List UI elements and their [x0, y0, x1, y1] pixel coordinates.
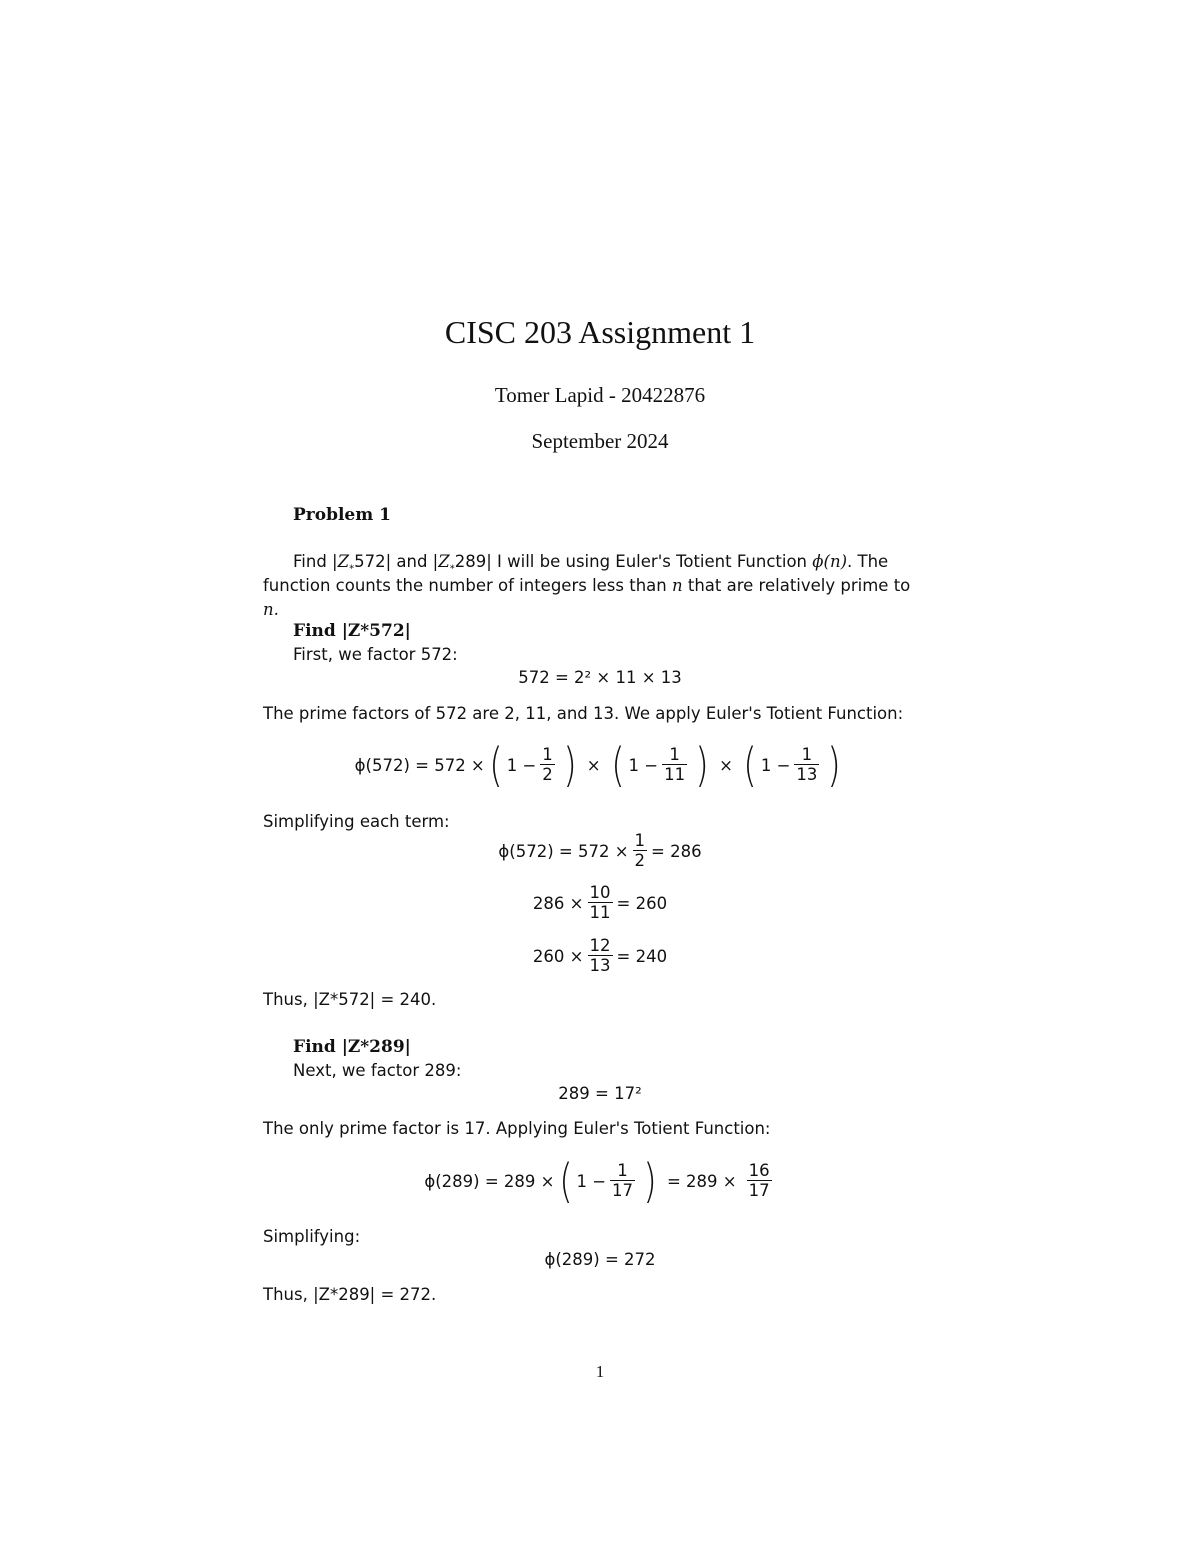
part-a-phi-expansion: ϕ(572) = 572 × ( 1 − $\frac{1}{2}$ ) × ( 1 − $\frac{1}{11}$ ) × ( 1 − $\frac{1}{13}$ ) [354, 738, 842, 792]
date-line: September 2024 [531, 429, 669, 453]
part-a-step-3: 260 × $\frac{12}{13}$ = 240 [532, 936, 668, 975]
problem-heading: Problem 1 [293, 505, 391, 525]
document-title: CISC 203 Assignment 1 [444, 314, 756, 350]
part-a-conclusion: Thus, |Z*572| = 240. [263, 990, 437, 1009]
part-a-factor-text: First, we factor 572: [293, 645, 458, 664]
part-b-phi-expansion: ϕ(289) = 289 × ( 1 − $\frac{1}{17}$ ) = 289 × $\frac{16}{17}$ [424, 1154, 770, 1208]
page-number: 1 [595, 1362, 605, 1381]
part-a-step-2: 286 × $\frac{10}{11}$ = 260 [532, 883, 668, 922]
part-a-heading: Find |Z*572| [293, 621, 411, 641]
part-b-conclusion: Thus, |Z*289| = 272. [263, 1285, 437, 1304]
part-b-primes-text: The only prime factor is 17. Applying Euler's Totient Function: [263, 1119, 771, 1138]
part-b-simplify-text: Simplifying: [263, 1227, 361, 1246]
part-a-simplify-text: Simplifying each term: [263, 812, 450, 831]
intro-line-1: Find $|Z_*572|$ and $|Z_*289|$ I will be using Euler's Totient Function ϕ(n). The [293, 552, 889, 575]
part-a-primes-text: The prime factors of 572 are 2, 11, and 13. We apply Euler's Totient Function: [263, 704, 904, 723]
intro-line-3: n. [263, 600, 279, 619]
part-b-heading: Find |Z*289| [293, 1037, 411, 1057]
part-b-factor-text: Next, we factor 289: [293, 1061, 462, 1080]
part-b-result-eq: ϕ(289) = 272 [544, 1250, 656, 1269]
part-a-factor-eq: 572 = 2² × 11 × 13 [518, 668, 682, 687]
author-line: Tomer Lapid - 20422876 [494, 383, 706, 407]
part-a-step-1: ϕ(572) = 572 × $\frac{1}{2}$ = 286 [498, 831, 702, 870]
part-b-factor-eq: 289 = 17² [558, 1084, 642, 1103]
intro-line-2: function counts the number of integers less than n that are relatively prime to [263, 576, 911, 595]
